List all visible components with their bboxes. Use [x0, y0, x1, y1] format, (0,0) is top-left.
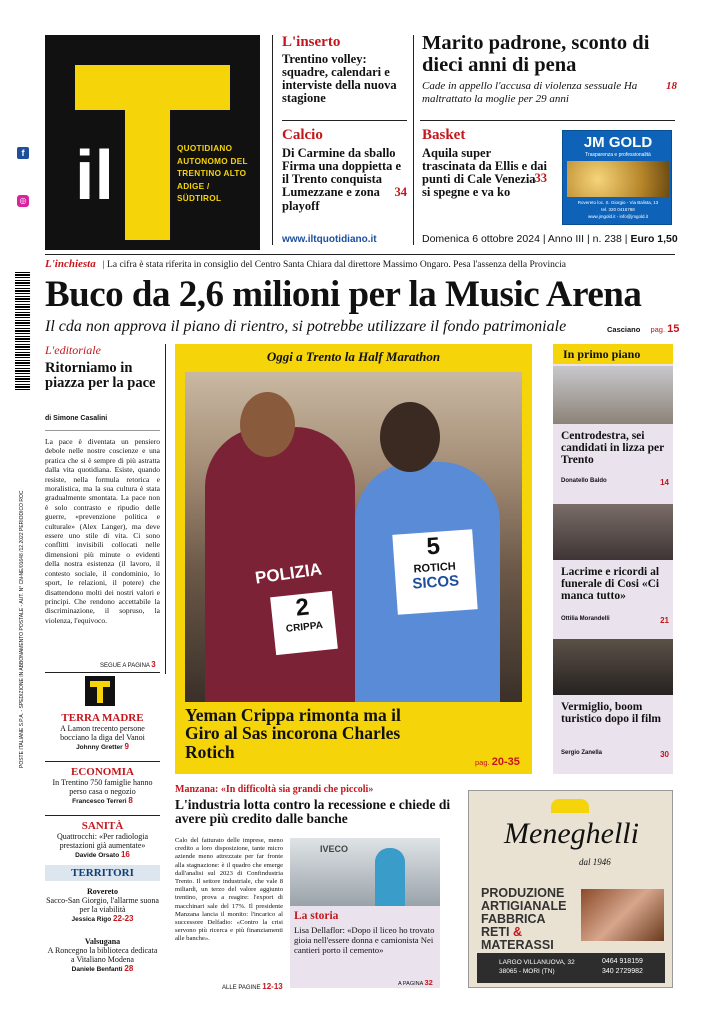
primo-piano-title-3[interactable]: Vermiglio, boom turistico dopo il film — [561, 701, 661, 726]
runner-left-head — [240, 392, 295, 457]
jmgold-image — [567, 161, 669, 197]
inchiesta-ref: Casciano pag. 15 — [607, 323, 680, 335]
primo-piano-column — [553, 344, 673, 774]
storia-box[interactable] — [290, 838, 440, 988]
section-terra-madre[interactable]: TERRA MADRE A Lamon trecento persone bocciano la diga del Vanoi Johnny Gretter 9 — [60, 712, 145, 751]
photo-caption[interactable]: Yeman Crippa rimonta ma il Giro al Sas incorona Charles Rotich — [185, 705, 401, 762]
manzana-pages[interactable]: ALLE PAGINE 12-13 — [222, 982, 283, 991]
logo-yellow-bar — [75, 65, 230, 110]
main-photo[interactable] — [185, 372, 522, 702]
primo-piano-meta-2: Ottilia Morandelli 21 — [561, 616, 669, 625]
meneghelli-brand: Meneghelli — [504, 817, 639, 850]
inchiesta-headline[interactable]: Buco da 2,6 milioni per la Music Arena — [45, 274, 642, 315]
small-logo — [85, 676, 115, 706]
instagram-icon[interactable]: ◎ — [17, 195, 29, 207]
sidebar-sections — [45, 712, 160, 973]
ad-meneghelli[interactable] — [468, 790, 673, 988]
jmgold-phone: tel. 320 0415788 — [601, 207, 635, 212]
masthead-logo — [45, 35, 260, 250]
photo-pages: pag. 20-35 — [475, 756, 520, 768]
inserto-kicker: L'inserto — [282, 34, 341, 50]
primo-piano-header: In primo piano — [553, 344, 673, 364]
calcio-kicker: Calcio — [282, 127, 323, 143]
manzana-title[interactable]: L'industria lotta contro la recessione e chiede di avere più credito dalle banche — [175, 797, 451, 827]
logo-yellow-stem — [125, 110, 170, 240]
bib-left: 2 CRIPPA — [270, 591, 338, 655]
inchiesta-subhead: Il cda non approva il piano di rientro, si potrebbe utilizzare il fondo patrimoniale — [45, 318, 567, 335]
meneghelli-logo-icon — [551, 799, 589, 813]
jmgold-address: Rovereto loc. S. Giorgio - Via Balista, 13 — [577, 200, 659, 205]
truck-brand: IVECO — [320, 844, 349, 854]
editoriale-title[interactable]: Ritorniamo in piazza per la pace — [45, 360, 156, 392]
primo-piano-meta-1: Donatello Baldo 14 — [561, 478, 669, 487]
territori-rovereto[interactable]: Rovereto Sacco-San Giorgio, l'allarme suona per la viabilità Jessica Rigo 22-23 — [46, 887, 159, 923]
editoriale-author: di Simone Casalini — [45, 415, 108, 422]
meneghelli-text: PRODUZIONE ARTIGIANALE FABBRICA RETI & MATERASSI — [481, 886, 567, 952]
primo-piano-photo-2[interactable] — [553, 504, 673, 560]
editoriale-body: La pace è diventata un pensiero debole nelle nostre coscienze e una pratica che si è sempre di più astratta dalla vita quotidiana. Esiste, quando resiste, nella formula retorica e moralistica, ma la sua cultura è stata gradualmente smontata. La pace non è solo contrasto e ripudio delle guerre, «prevenzione politica e culturale» (Alex Langer), ma deve essere uno stile di vita. Ci sono conflitti invisibili collocati nelle dimensioni più minute o evidenti della nostra esistenza (il lavoro, il contesto sociale, il condominio, lo sport, le relazioni, il potere) che disattendono molti dei nostri valori e principi. Che rendono accettabile la discriminazione, il sopruso, la violenza, l'equivoco. — [45, 437, 160, 625]
jmgold-web: www.jmgold.it - info@jmgold.it — [587, 214, 649, 219]
section-sanita[interactable]: SANITÀ Quattrocchi: «Per radiologia prestazioni già aumentate» Davide Orsato 16 — [45, 815, 160, 859]
primo-piano-title-2[interactable]: Lacrime e ricordi al funerale di Cosi «Ci manca tutto» — [561, 566, 660, 603]
storia-photo — [290, 838, 440, 906]
logo-il: il — [75, 136, 114, 214]
storia-text: Lisa Dellaflor: «Dopo il liceo ho trovato gioia nell'essere donna e camionista Nei cantieri porto il cemento» — [294, 925, 435, 955]
jmgold-tagline: Trasparenza e professionalità — [585, 152, 651, 158]
date-line: Domenica 6 ottobre 2024 | Anno III | n. 238 | Euro 1,50 — [422, 233, 678, 245]
left-margin-strip — [14, 145, 32, 768]
photo-banner: Oggi a Trento la Half Marathon — [266, 349, 441, 364]
inchiesta-line: L'inchiesta | La cifra è stata riferita in consiglio del Centro Santa Chiara dal direttore Massimo Ongaro. Pesa l'assenza della Provincia — [45, 258, 566, 270]
manzana-body: Calo del fatturato delle imprese, meno credito a loro disposizione, tante micro aziende meno attrezzate per far fronte alla stagnazione: è il quadro che emerge dall'analisi sul 2023 di Confindustria Trento. Il settore industriale, che vale 8 miliardi, un terzo del valore aggiunto trentino, prova a reagire: l'export di macchinari sale del 17%. Il presidente Manzana lancia il monito: l'incarico al successore Delfadio: «Contro la crisi servono più ricerca e più finanziamenti alle banche». — [175, 837, 283, 943]
meneghelli-footer: LARGO VILLANUOVA, 32 38065 - MORI (TN) 0464 918159 340 2729982 — [477, 953, 665, 983]
inserto-text[interactable]: Trentino volley: squadre, calendari e interviste della nuova stagione — [282, 52, 397, 106]
meneghelli-photo — [581, 889, 664, 941]
primo-piano-photo-3[interactable] — [553, 639, 673, 695]
basket-kicker: Basket — [422, 127, 466, 143]
website-link[interactable]: www.iltquotidiano.it — [282, 234, 377, 245]
runner-right-head — [380, 402, 440, 472]
calcio-text[interactable]: Di Carmine da sballo Firma una doppietta e il Trento conquista Lumezzane e zona playoff 34 — [282, 146, 407, 213]
primo-piano-meta-3: Sergio Zanella 30 — [561, 750, 669, 759]
primo-piano-title-1[interactable]: Centrodestra, sei candidati in lizza per Trento — [561, 430, 664, 467]
ad-jmgold[interactable] — [562, 130, 672, 225]
primo-piano-photo-1[interactable] — [553, 366, 673, 424]
editoriale-kicker: L'editoriale — [45, 343, 101, 357]
basket-text[interactable]: Aquila super trascinata da Ellis e dai punti di Cale Venezia si spegne e va ko 33 — [422, 146, 548, 200]
main-photo-frame — [175, 344, 532, 774]
meneghelli-since: dal 1946 — [579, 857, 611, 867]
marito-title[interactable]: Marito padrone, sconto di dieci anni di pena — [422, 32, 650, 76]
marito-sub: Cade in appello l'accusa di violenza sessuale Ha maltrattato la moglie per 29 anni 18 — [422, 80, 677, 105]
editoriale-segue[interactable]: SEGUE A PAGINA 3 — [100, 660, 156, 669]
bib-right: 5 ROTICH SICOS — [392, 529, 477, 614]
jmgold-brand: JM GOLD — [583, 134, 653, 151]
storia-page: A PAGINA 32 — [398, 978, 433, 987]
facebook-icon[interactable]: f — [17, 147, 29, 159]
logo-tagline: QUOTIDIANO AUTONOMO DEL TRENTINO ALTO ADIGE / SÜDTIROL — [177, 144, 248, 203]
legal-line: POSTE ITALIANE S.P.A. - SPEDIZIONE IN ABBONAMENTO POSTALE - AUT. N° CN-NE/01648 /12.2022 PERIODICO ROC — [19, 490, 25, 768]
bib-left-team: POLIZIA — [253, 559, 323, 588]
section-territori-header: TERRITORI — [45, 865, 160, 881]
territori-valsugana[interactable]: Valsugana A Roncegno la biblioteca dedicata a Vitaliano Modena Daniele Benfanti 28 — [47, 937, 158, 973]
manzana-kicker: Manzana: «In difficoltà sia grandi che piccoli» — [175, 784, 374, 795]
storia-kicker: La storia — [294, 910, 339, 922]
section-economia[interactable]: ECONOMIA In Trentino 750 famiglie hanno perso casa o negozio Francesco Terreri 8 — [45, 761, 160, 805]
